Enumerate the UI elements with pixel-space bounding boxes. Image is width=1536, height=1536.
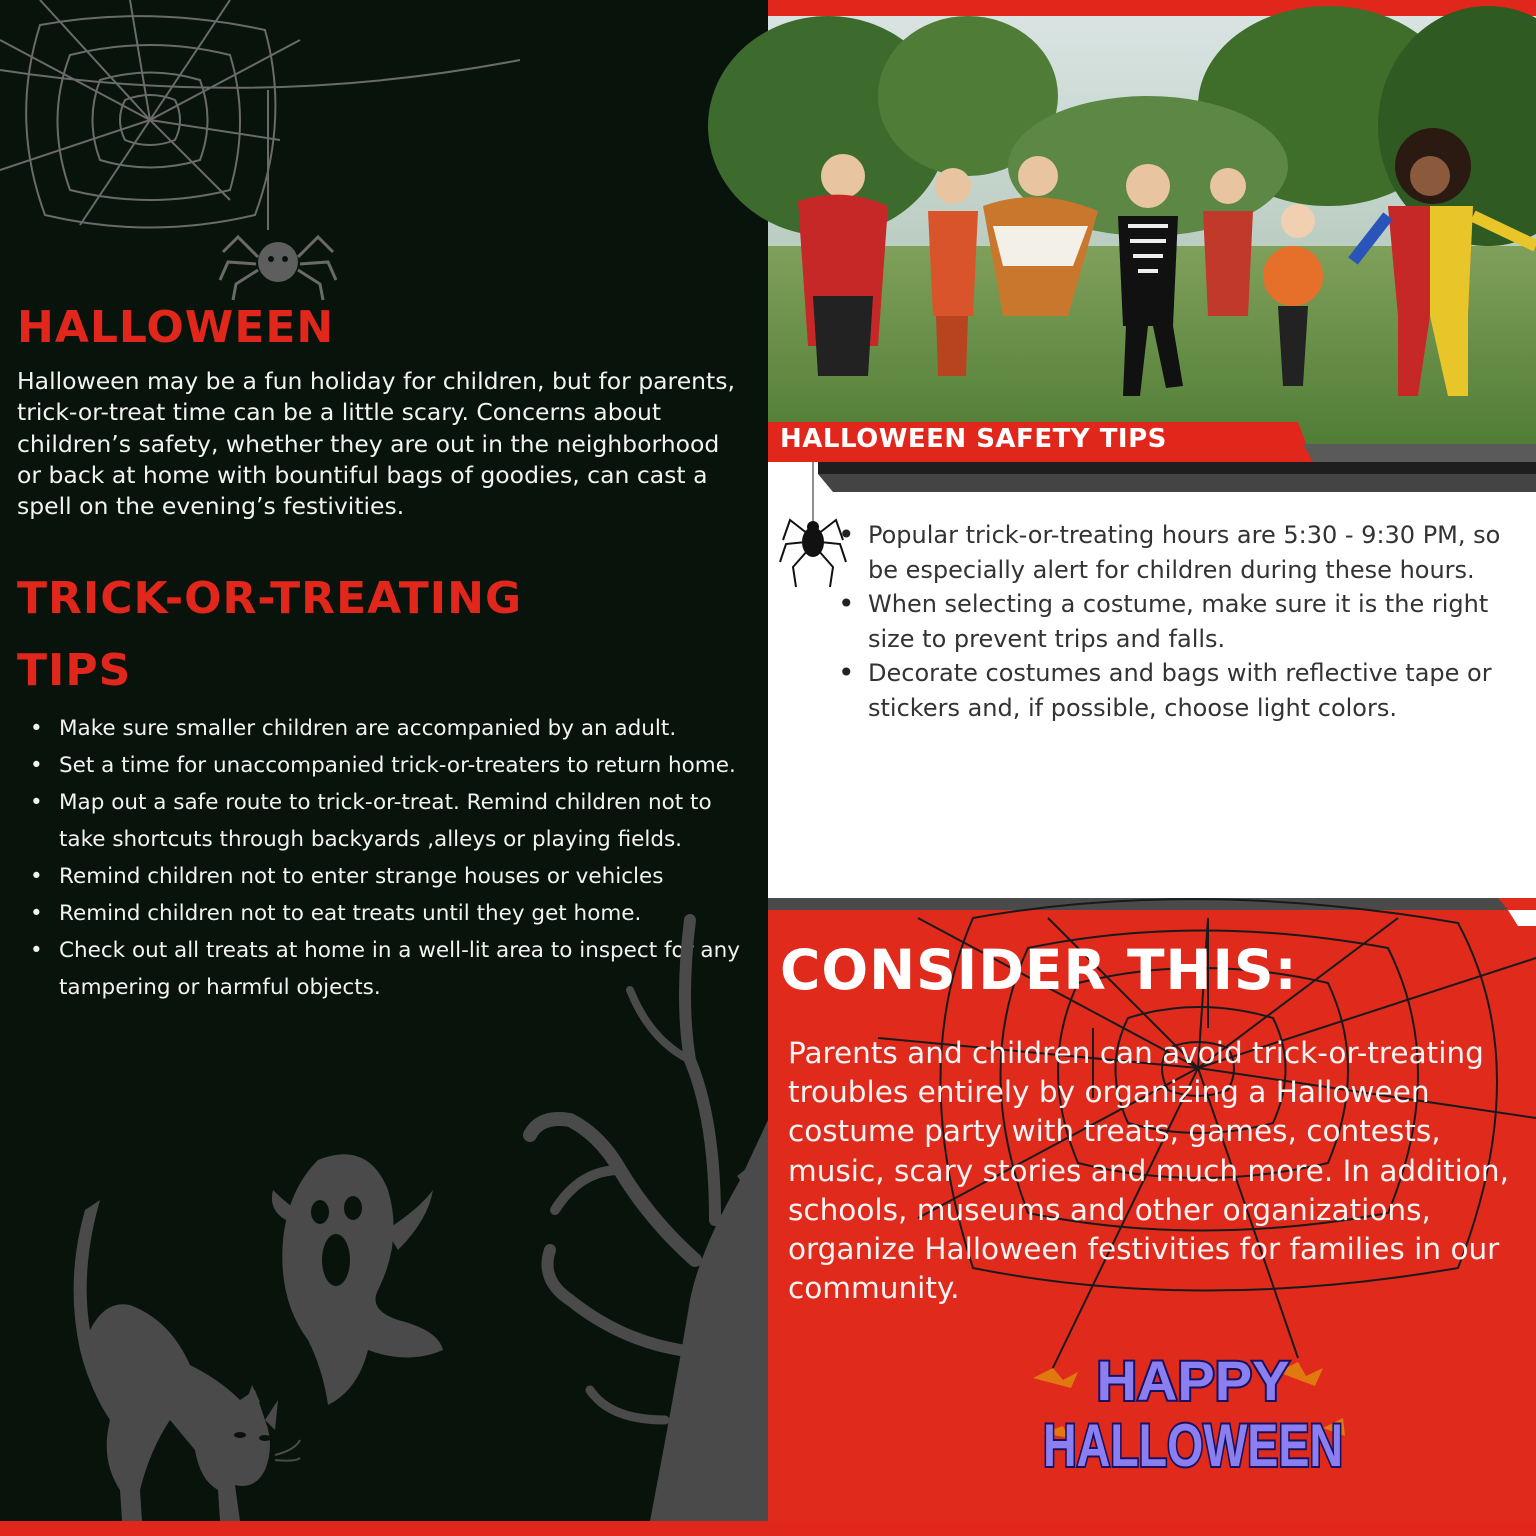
bottom-accent-bar	[0, 1521, 1536, 1536]
consider-this-paragraph: Parents and children can avoid trick-or-treating troubles entirely by organizing a Halloween costume party with treats, games, contests, music, scary stories and much more. In addition, schools, museums and other organizations, organize Halloween festivities for families in our community.	[788, 1036, 1509, 1306]
happy-text: HAPPY	[1096, 1349, 1290, 1412]
children-costumes-photo	[768, 16, 1536, 462]
list-item: • Check out all treats at home in a well-lit area to inspect for any tampering or harmful objects.	[28, 932, 763, 1006]
list-item: • Map out a safe route to trick-or-treat. Remind children not to take shortcuts through backyards ,alleys or playing fields.	[28, 784, 763, 858]
intro-paragraph: Halloween may be a fun holiday for children, but for parents, trick-or-treat time can be a little scary. Concerns about children’s safety, whether they are out in the neighborhood or back at home with bountiful bags of goodies, can cast a spell on the evening’s festivities.	[17, 367, 735, 521]
list-item: • When selecting a costume, make sure it is the right size to prevent trips and falls.	[838, 587, 1518, 656]
spider-icon	[218, 222, 338, 302]
list-item: • Decorate costumes and bags with reflective tape or stickers and, if possible, choose light colors.	[838, 656, 1518, 725]
left-panel	[0, 0, 768, 1521]
safety-tips-list	[838, 518, 1518, 725]
tips-title: TRICK-OR-TREATING TIPS	[17, 573, 523, 696]
safety-tips-title: HALLOWEEN SAFETY TIPS	[780, 424, 1167, 454]
spider-web-icon	[0, 0, 520, 240]
happy-halloween-logo	[1023, 1338, 1363, 1478]
halloween-text: HALLOWEEN	[1043, 1412, 1343, 1479]
list-item: • Popular trick-or-treating hours are 5:30 - 9:30 PM, so be especially alert for children during these hours.	[838, 518, 1518, 587]
list-item: • Set a time for unaccompanied trick-or-treaters to return home.	[28, 747, 763, 784]
banner-underline	[818, 462, 1536, 492]
right-panel	[768, 0, 1536, 1536]
halloween-title: HALLOWEEN	[17, 302, 335, 353]
consider-this-panel	[768, 898, 1536, 1536]
tree-icon	[500, 920, 768, 1521]
list-item: • Remind children not to eat treats until they get home.	[28, 895, 763, 932]
cat-icon	[60, 1190, 300, 1521]
list-item: • Remind children not to enter strange houses or vehicles	[28, 858, 763, 895]
list-item: • Make sure smaller children are accompanied by an adult.	[28, 710, 763, 747]
top-accent-bar	[768, 0, 1536, 16]
consider-this-title: CONSIDER THIS:	[780, 938, 1298, 1002]
